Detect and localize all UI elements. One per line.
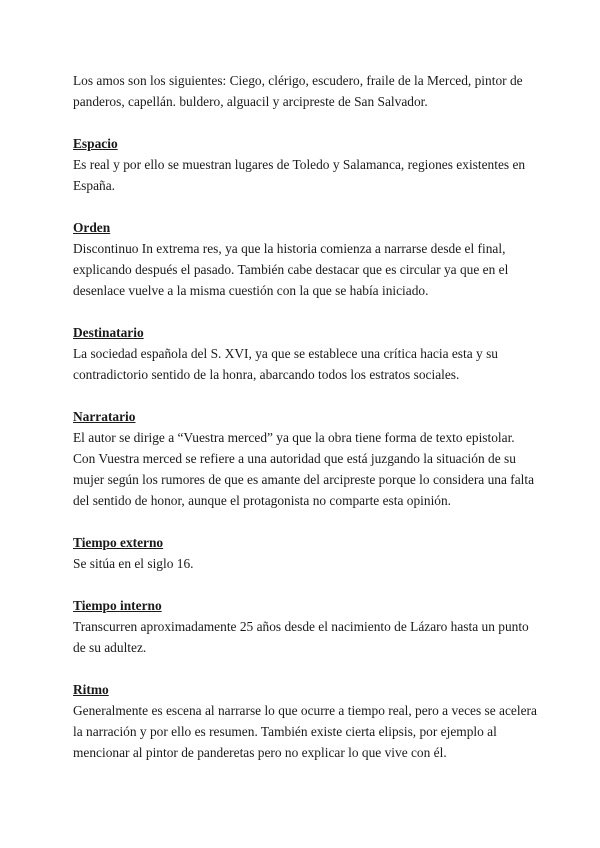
section-paragraph: Se sitúa en el siglo 16. xyxy=(73,556,194,571)
section-heading: Espacio xyxy=(73,136,118,151)
section-heading: Destinatario xyxy=(73,325,144,340)
section-paragraph: Es real y por ello se muestran lugares de Toledo y Salamanca, regiones existentes en España. xyxy=(73,157,526,193)
section-orden xyxy=(73,217,540,301)
section-paragraph: La sociedad española del S. XVI, ya que se establece una crítica hacia esta y su contradictorio sentido de la honra, abarcando todos los estratos sociales. xyxy=(73,346,498,382)
section-ritmo xyxy=(73,679,540,763)
section-narratario xyxy=(73,406,540,511)
section-tiempo-externo xyxy=(73,532,540,574)
section-paragraph: Generalmente es escena al narrarse lo que ocurre a tiempo real, pero a veces se acelera la narración y por ello es resumen. También existe cierta elipsis, por ejemplo al mencionar al pintor de panderetas pero no explicar lo que vive con él. xyxy=(73,703,537,760)
section-heading: Narratario xyxy=(73,409,136,424)
section-heading: Orden xyxy=(73,220,111,235)
section-paragraph: Discontinuo In extrema res, ya que la historia comienza a narrarse desde el final, explicando después el pasado. También cabe destacar que es circular ya que en el desenlace vuelve a la misma cuestión con la que se había iniciado. xyxy=(73,241,509,298)
section-heading: Tiempo interno xyxy=(73,598,162,613)
section-heading: Ritmo xyxy=(73,682,109,697)
section-heading: Tiempo externo xyxy=(73,535,164,550)
section-tiempo-interno xyxy=(73,595,540,658)
section-espacio xyxy=(73,133,540,196)
section-paragraph: Transcurren aproximadamente 25 años desde el nacimiento de Lázaro hasta un punto de su adultez. xyxy=(73,619,529,655)
section-destinatario xyxy=(73,322,540,385)
intro-paragraph: Los amos son los siguientes: Ciego, clérigo, escudero, fraile de la Merced, pintor de panderos, capellán. buldero, alguacil y arcipreste de San Salvador. xyxy=(73,73,523,109)
section-paragraph: El autor se dirige a “Vuestra merced” ya que la obra tiene forma de texto epistolar. Con Vuestra merced se refiere a una autoridad que está juzgando la situación de su mujer según los rumores de que es amante del arcipreste porque lo considera una falta del sentido de honor, aunque el protagonista no comparte esta opinión. xyxy=(73,430,535,508)
